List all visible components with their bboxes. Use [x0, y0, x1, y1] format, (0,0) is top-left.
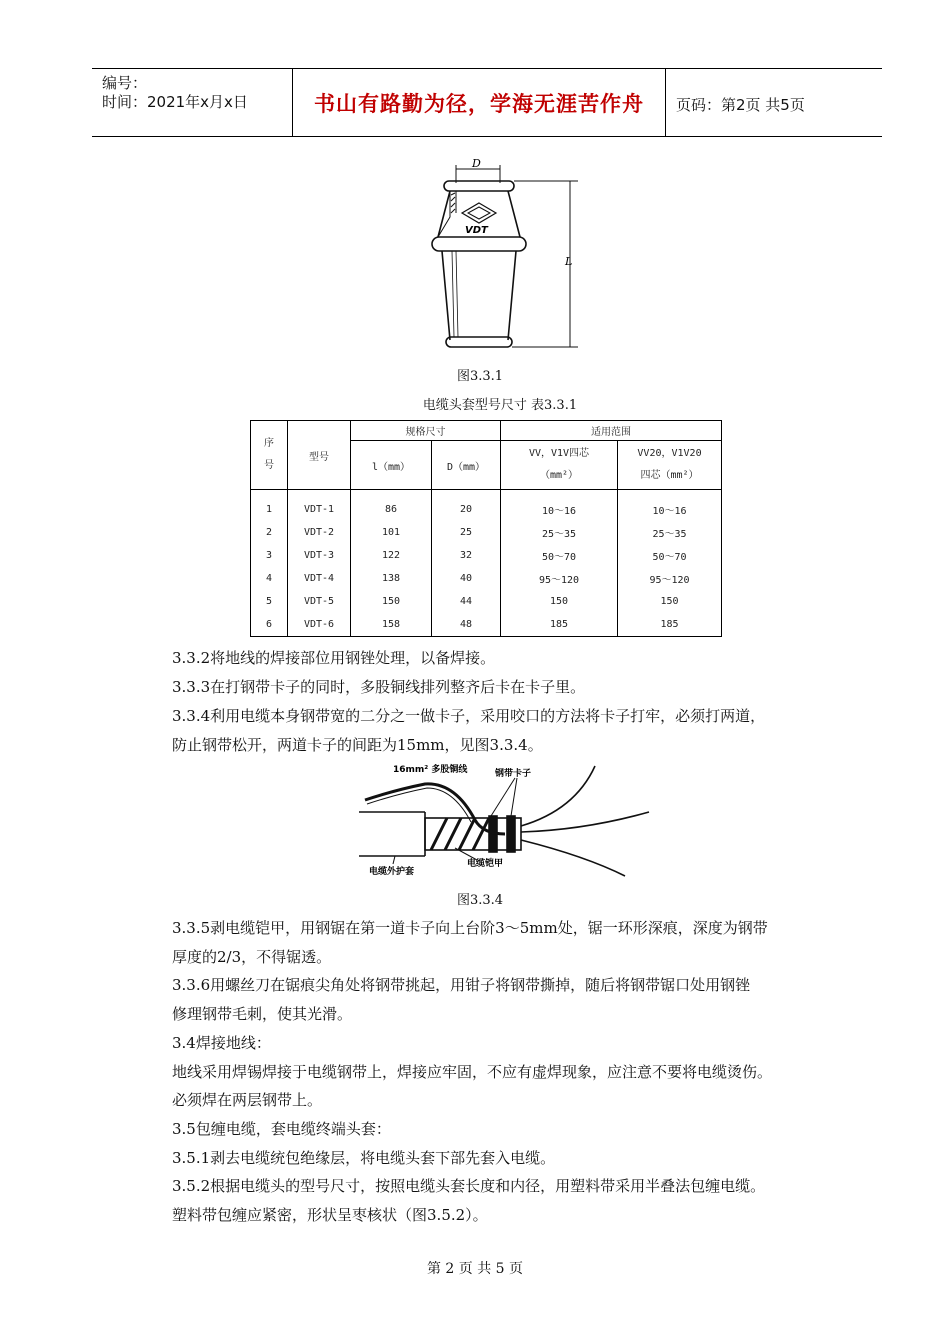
cell-model: VDT-5 — [288, 590, 351, 613]
paragraph-line: 地线采用焊锡焊接于电缆钢带上，焊接应牢固，不应有虚焊现象，应注意不要将电缆烫伤。 — [172, 1063, 773, 1081]
paragraph-line: 必须焊在两层钢带上。 — [172, 1091, 323, 1109]
cell-model: VDT-1 — [288, 490, 351, 522]
cell-d: 48 — [432, 613, 501, 637]
group-header-range: 适用范围 — [501, 421, 722, 441]
paragraph-line: 塑料带包缠应紧密，形状呈枣核状（图3.5.2）。 — [172, 1206, 488, 1224]
paragraph-line: 修理钢带毛刺，使其光滑。 — [172, 1005, 353, 1023]
cell-l: 101 — [351, 521, 432, 544]
cell-d: 20 — [432, 490, 501, 522]
cell-seq: 4 — [251, 567, 288, 590]
sleeve-size-table — [250, 420, 722, 637]
header-divider-left — [292, 68, 293, 136]
cell-model: VDT-4 — [288, 567, 351, 590]
table-row — [251, 521, 722, 544]
col-header-vv20-unit: 四芯（mm²） — [640, 470, 699, 481]
cell-seq: 6 — [251, 613, 288, 637]
paragraph-line: 3.3.5剥电缆铠甲，用钢锯在第一道卡子向上台阶3～5mm处，锯一环形深痕，深度为钢带 — [172, 919, 768, 937]
document-time-label: 时间：2021年x月x日 — [102, 93, 248, 111]
cell-l: 138 — [351, 567, 432, 590]
cell-vv: 50～70 — [501, 544, 618, 567]
section-heading: 3.5包缠电缆，套电缆终端头套： — [172, 1120, 391, 1138]
cell-model: VDT-2 — [288, 521, 351, 544]
cell-vv20: 10～16 — [618, 490, 722, 522]
cell-vv20: 95～120 — [618, 567, 722, 590]
table-row — [251, 490, 722, 522]
paragraph-line: 3.5.1剥去电缆统包绝缘层，将电缆头套下部先套入电缆。 — [172, 1149, 556, 1167]
cell-vv20: 150 — [618, 590, 722, 613]
col-header-l: l（mm） — [351, 441, 432, 490]
steel-clip-figure — [355, 760, 655, 880]
table-row — [251, 567, 722, 590]
cell-d: 44 — [432, 590, 501, 613]
cell-l: 150 — [351, 590, 432, 613]
cell-seq: 5 — [251, 590, 288, 613]
cell-vv: 150 — [501, 590, 618, 613]
cell-seq: 3 — [251, 544, 288, 567]
header-motto: 书山有路勤为径，学海无涯苦作舟 — [314, 92, 644, 116]
col-header-vv20-text: VV20，V1V20 — [637, 448, 702, 459]
table-row — [251, 544, 722, 567]
cell-vv: 95～120 — [501, 567, 618, 590]
header-bottom-rule — [92, 136, 882, 137]
document-number-label: 编号： — [102, 74, 148, 92]
page-footer: 第 2 页 共 5 页 — [426, 1261, 524, 1277]
col-header-vv-text: VV，V1V四芯 — [528, 448, 590, 459]
cell-model: VDT-3 — [288, 544, 351, 567]
paragraph-line: 厚度的2/3，不得锯透。 — [172, 948, 332, 966]
vdt-logo-text: VDT — [465, 225, 488, 236]
cell-d: 40 — [432, 567, 501, 590]
cell-vv20: 50～70 — [618, 544, 722, 567]
header-page-label: 页码：第2页 共5页 — [676, 96, 805, 114]
label-steel-clip: 钢带卡子 — [495, 769, 532, 779]
cell-l: 86 — [351, 490, 432, 522]
col-header-vv20 — [618, 441, 722, 490]
cell-seq: 2 — [251, 521, 288, 544]
paragraph-line: 3.3.3在打钢带卡子的同时，多股铜线排列整齐后卡在卡子里。 — [172, 678, 586, 696]
cell-l: 158 — [351, 613, 432, 637]
table-row — [251, 590, 722, 613]
cell-vv20: 185 — [618, 613, 722, 637]
dimension-l-label: L — [565, 255, 573, 268]
col-header-seq: 序 号 — [251, 421, 288, 490]
col-header-d: D（mm） — [432, 441, 501, 490]
col-header-vv — [501, 441, 618, 490]
col-header-model: 型号 — [288, 421, 351, 490]
group-header-size: 规格尺寸 — [351, 421, 501, 441]
section-heading: 3.4焊接地线： — [172, 1034, 271, 1052]
figure-caption-3-3-4: 图3.3.4 — [456, 893, 504, 908]
cell-vv: 10～16 — [501, 490, 618, 522]
cell-seq: 1 — [251, 490, 288, 522]
cell-vv20: 25～35 — [618, 521, 722, 544]
cell-vv: 25～35 — [501, 521, 618, 544]
label-outer-sheath: 电缆外护套 — [369, 867, 415, 877]
cell-vv: 185 — [501, 613, 618, 637]
paragraph-line: 3.3.2将地线的焊接部位用钢锉处理，以备焊接。 — [172, 649, 496, 667]
cell-d: 25 — [432, 521, 501, 544]
table-title: 电缆头套型号尺寸 表3.3.1 — [422, 398, 578, 413]
dimension-d-label: D — [472, 157, 481, 170]
cable-sleeve-figure — [420, 155, 600, 355]
paragraph-line: 防止钢带松开，两道卡子的间距为15mm，见图3.3.4。 — [172, 736, 543, 754]
label-copper-wire: 16mm² 多股铜线 — [393, 765, 468, 775]
header-top-rule — [92, 68, 882, 69]
label-cable-armor: 电缆铠甲 — [467, 859, 504, 869]
cell-model: VDT-6 — [288, 613, 351, 637]
table-row — [251, 613, 722, 637]
paragraph-line: 3.3.4利用电缆本身钢带宽的二分之一做卡子，采用咬口的方法将卡子打牢，必须打两道， — [172, 707, 766, 725]
cell-l: 122 — [351, 544, 432, 567]
cell-d: 32 — [432, 544, 501, 567]
col-header-vv-unit: （mm²） — [539, 470, 579, 481]
header-divider-right — [665, 68, 666, 136]
paragraph-line: 3.5.2根据电缆头的型号尺寸，按照电缆头套长度和内径，用塑料带采用半叠法包缠电缆。 — [172, 1177, 766, 1195]
figure-caption-3-3-1: 图3.3.1 — [456, 369, 504, 384]
paragraph-line: 3.3.6用螺丝刀在锯痕尖角处将钢带挑起，用钳子将钢带撕掉，随后将钢带锯口处用钢锉 — [172, 976, 751, 994]
